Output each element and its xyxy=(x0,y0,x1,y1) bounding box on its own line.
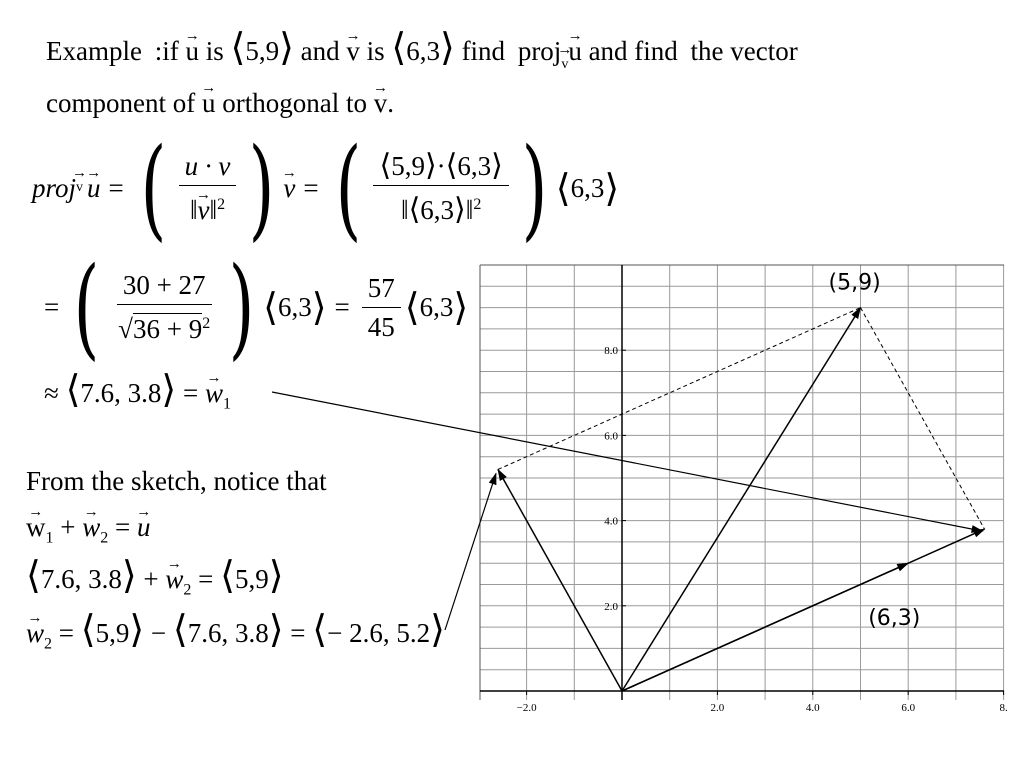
sketch-line-2: → $w_1$ + → $w_2$ = → u xyxy=(26,510,150,555)
step2-eq: = xyxy=(44,292,60,322)
vector-w2 xyxy=(498,469,622,691)
the-vector: the vector xyxy=(690,36,798,66)
tick-labels xyxy=(517,345,1008,714)
connector-w1 xyxy=(272,392,983,531)
and-word: and xyxy=(300,36,340,66)
is-word-2: is xyxy=(366,36,385,66)
and-find: and find xyxy=(588,36,678,66)
x-tick-label: 2.0 xyxy=(710,702,725,714)
sketch-line-3: ⟨7.6, 3.8⟩ + → $w_2$ = ⟨5,9⟩ xyxy=(26,558,284,607)
x-tick-label: −2.0 xyxy=(516,702,537,714)
v-symbol: → v xyxy=(346,34,360,68)
y-tick-label: 8.0 xyxy=(604,345,618,358)
step2-eq2: = xyxy=(334,292,350,322)
x-tick-label: 8. xyxy=(999,702,1008,714)
proj-word: proj xyxy=(517,36,562,66)
label-u-point: (5,9) xyxy=(828,270,881,296)
step2-vector: 6,3 xyxy=(277,292,312,322)
v-symbol-2: → v xyxy=(374,86,388,120)
x-tick-label: 4.0 xyxy=(805,702,820,714)
w1-symbol: → w xyxy=(205,376,223,410)
u-value: 5,9 xyxy=(245,36,280,66)
fraction-1-numerator: u · v xyxy=(179,149,237,186)
vector-w1 xyxy=(622,529,985,691)
proj-subscript: → v xyxy=(561,48,568,82)
v-value: 6,3 xyxy=(406,36,440,66)
component-of: component of xyxy=(46,88,196,118)
approx-vector: 7.6, 3.8 xyxy=(80,378,162,408)
annotation-connectors xyxy=(272,392,983,630)
dashed-segment-1 xyxy=(498,308,861,470)
example-colon: : xyxy=(154,36,163,66)
proj-u-symbol: → u xyxy=(87,171,101,205)
proj-sub: → v xyxy=(76,171,83,205)
fraction-2-numerator: ⟨5,9⟩·⟨6,3⟩ xyxy=(373,149,508,186)
y-tick-label: 2.0 xyxy=(604,600,618,613)
point-labels xyxy=(829,271,921,632)
y-tick-label: 4.0 xyxy=(604,515,618,528)
computation-step: = ( $\frac{30 + 27}{√36 + 9^2}$ ) ⟨ 6,3 ⟩ = $\frac{57}{45}$ ⟨ 6,3 ⟩ xyxy=(44,243,469,371)
label-v-point: (6,3) xyxy=(868,606,921,632)
example-word: Example xyxy=(46,36,142,66)
v-after: → v xyxy=(283,171,295,205)
projection-formula: proj → v → u = ( $\frac{u \cdot v}{‖\to v‖^2}$ ) → v = ( $\frac{⟨5,9⟩\cdot⟨6,3⟩}{‖⟨6,3⟩‖^2}$ ) ⟨ 6,3 ⟩ xyxy=(32,128,619,248)
proj-label: proj xyxy=(32,173,77,203)
dashed-segment-2 xyxy=(861,308,985,530)
orthogonal-to: orthogonal to xyxy=(222,88,367,118)
intro-period: . xyxy=(387,88,394,118)
u-symbol-2: → u xyxy=(202,86,216,120)
approx-eq: = xyxy=(182,378,199,408)
approx-result: ≈ ⟨7.6, 3.8⟩ = → $w_1$ xyxy=(44,372,231,421)
sketch-line-1: From the sketch, notice that xyxy=(26,466,327,496)
connector-w2 xyxy=(445,473,496,630)
intro-line-1: Example :if → u is ⟨5,9⟩ and → v is ⟨6,3⟩ find proj→ v→ u and find the vector xyxy=(46,30,798,82)
if-word: if xyxy=(162,36,179,66)
sketch-line-4: → $w_2$ = ⟨5,9⟩ − ⟨7.6, 3.8⟩ = ⟨− 2.6, 5.2⟩ xyxy=(26,612,445,661)
find-word: find xyxy=(461,36,506,66)
w1-subscript: 1 xyxy=(222,395,231,413)
eq-2: = xyxy=(303,173,319,203)
formula-tail-vector: 6,3 xyxy=(570,173,605,203)
y-tick-label: 6.0 xyxy=(604,430,618,443)
step2-numerator: 30 + 27 xyxy=(117,268,212,305)
proj-u: → u xyxy=(568,34,582,68)
x-tick-label: 6.0 xyxy=(901,702,916,714)
is-word-1: is xyxy=(205,36,224,66)
approx-symbol: ≈ xyxy=(44,378,59,408)
fraction-1-denominator: ‖→ v‖$^2$ xyxy=(184,186,231,227)
u-symbol: → u xyxy=(185,34,199,68)
step2-denominator: $√36 + 9^2$ xyxy=(118,314,211,344)
eq-1: = xyxy=(108,173,124,203)
grid xyxy=(480,265,1004,700)
step2-vector-2: 6,3 xyxy=(419,292,454,322)
step2-scalar: $\frac{57}{45}$ xyxy=(362,271,401,344)
fraction-2-denominator: ‖⟨6,3⟩‖$^2$ xyxy=(400,192,482,227)
